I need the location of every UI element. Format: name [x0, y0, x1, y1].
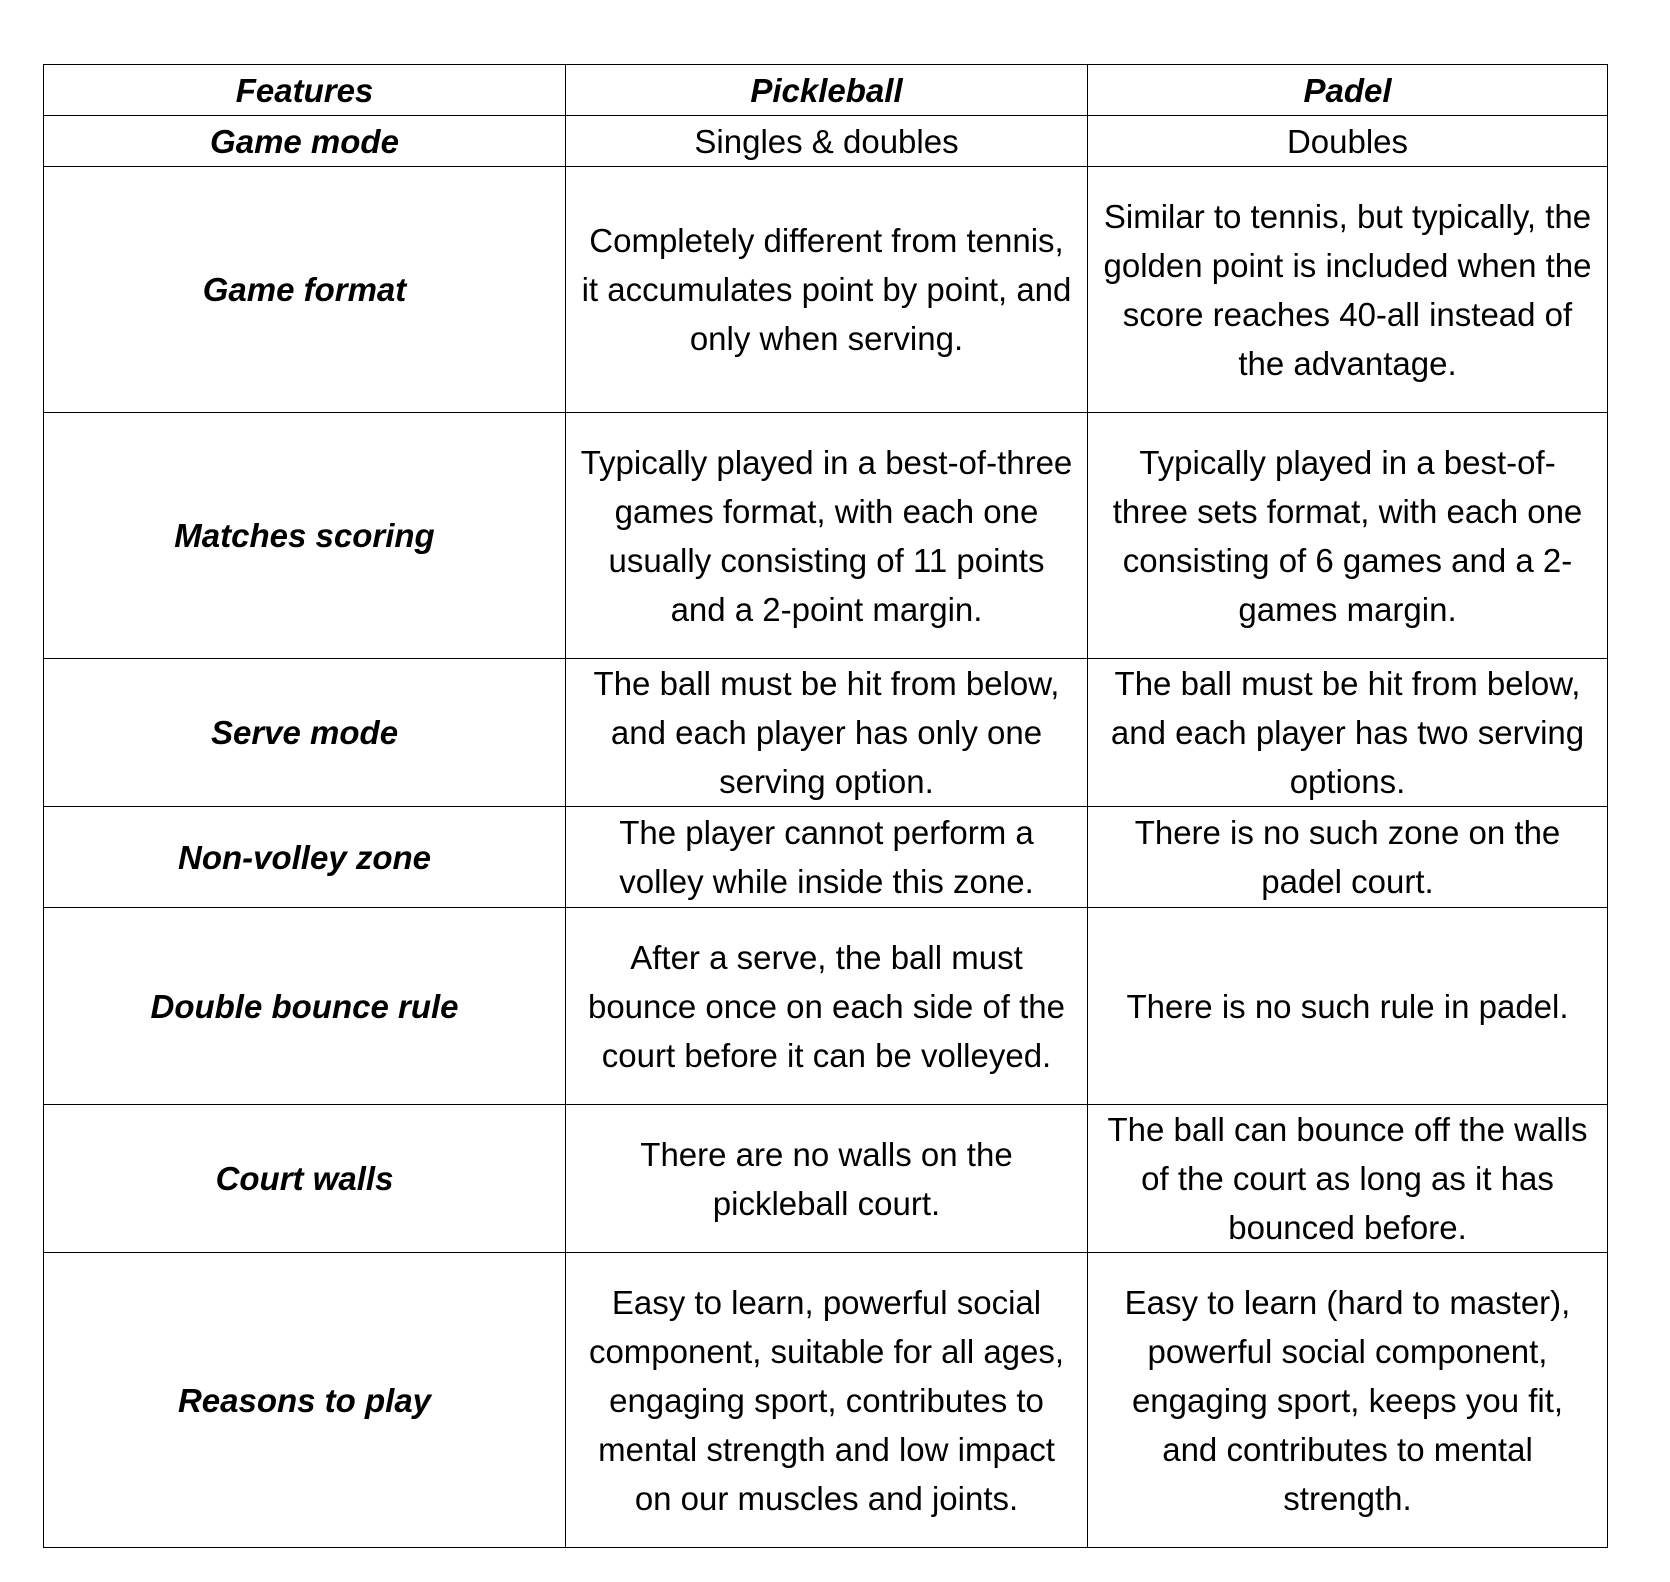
- pickleball-cell: After a serve, the ball must bounce once on each side of the court before it can be volleyed.: [566, 908, 1088, 1105]
- feature-cell: Court walls: [44, 1105, 566, 1253]
- padel-cell: Doubles: [1088, 116, 1608, 167]
- pickleball-cell: Easy to learn, powerful social component, suitable for all ages, engaging sport, contributes to mental strength and low impact on our muscles and joints.: [566, 1253, 1088, 1548]
- pickleball-cell: The ball must be hit from below, and each player has only one serving option.: [566, 659, 1088, 807]
- feature-cell: Non-volley zone: [44, 807, 566, 908]
- table-row-serve-mode: [44, 659, 1608, 807]
- pickleball-cell: Singles & doubles: [566, 116, 1088, 167]
- pickleball-cell: The player cannot perform a volley while inside this zone.: [566, 807, 1088, 908]
- table-row-non-volley-zone: [44, 807, 1608, 908]
- feature-cell: Double bounce rule: [44, 908, 566, 1105]
- pickleball-cell: Completely different from tennis, it accumulates point by point, and only when serving.: [566, 167, 1088, 413]
- comparison-table: [43, 64, 1608, 1548]
- feature-cell: Matches scoring: [44, 413, 566, 659]
- table-row-court-walls: [44, 1105, 1608, 1253]
- feature-cell: Game format: [44, 167, 566, 413]
- pickleball-cell: There are no walls on the pickleball court.: [566, 1105, 1088, 1253]
- table-row-game-mode: [44, 116, 1608, 167]
- padel-cell: There is no such zone on the padel court.: [1088, 807, 1608, 908]
- table-row-game-format: [44, 167, 1608, 413]
- header-padel: Padel: [1088, 65, 1608, 116]
- header-pickleball: Pickleball: [566, 65, 1088, 116]
- table-row-reasons-to-play: [44, 1253, 1608, 1548]
- table-header-row: [44, 65, 1608, 116]
- feature-cell: Serve mode: [44, 659, 566, 807]
- feature-cell: Reasons to play: [44, 1253, 566, 1548]
- padel-cell: Easy to learn (hard to master), powerful social component, engaging sport, keeps you fit, and contributes to mental strength.: [1088, 1253, 1608, 1548]
- padel-cell: The ball must be hit from below, and each player has two serving options.: [1088, 659, 1608, 807]
- pickleball-cell: Typically played in a best-of-three games format, with each one usually consisting of 11 points and a 2-point margin.: [566, 413, 1088, 659]
- padel-cell: Similar to tennis, but typically, the golden point is included when the score reaches 40-all instead of the advantage.: [1088, 167, 1608, 413]
- padel-cell: There is no such rule in padel.: [1088, 908, 1608, 1105]
- padel-cell: The ball can bounce off the walls of the court as long as it has bounced before.: [1088, 1105, 1608, 1253]
- table-row-matches-scoring: [44, 413, 1608, 659]
- feature-cell: Game mode: [44, 116, 566, 167]
- header-features: Features: [44, 65, 566, 116]
- padel-cell: Typically played in a best-of-three sets format, with each one consisting of 6 games and a 2-games margin.: [1088, 413, 1608, 659]
- table-row-double-bounce-rule: [44, 908, 1608, 1105]
